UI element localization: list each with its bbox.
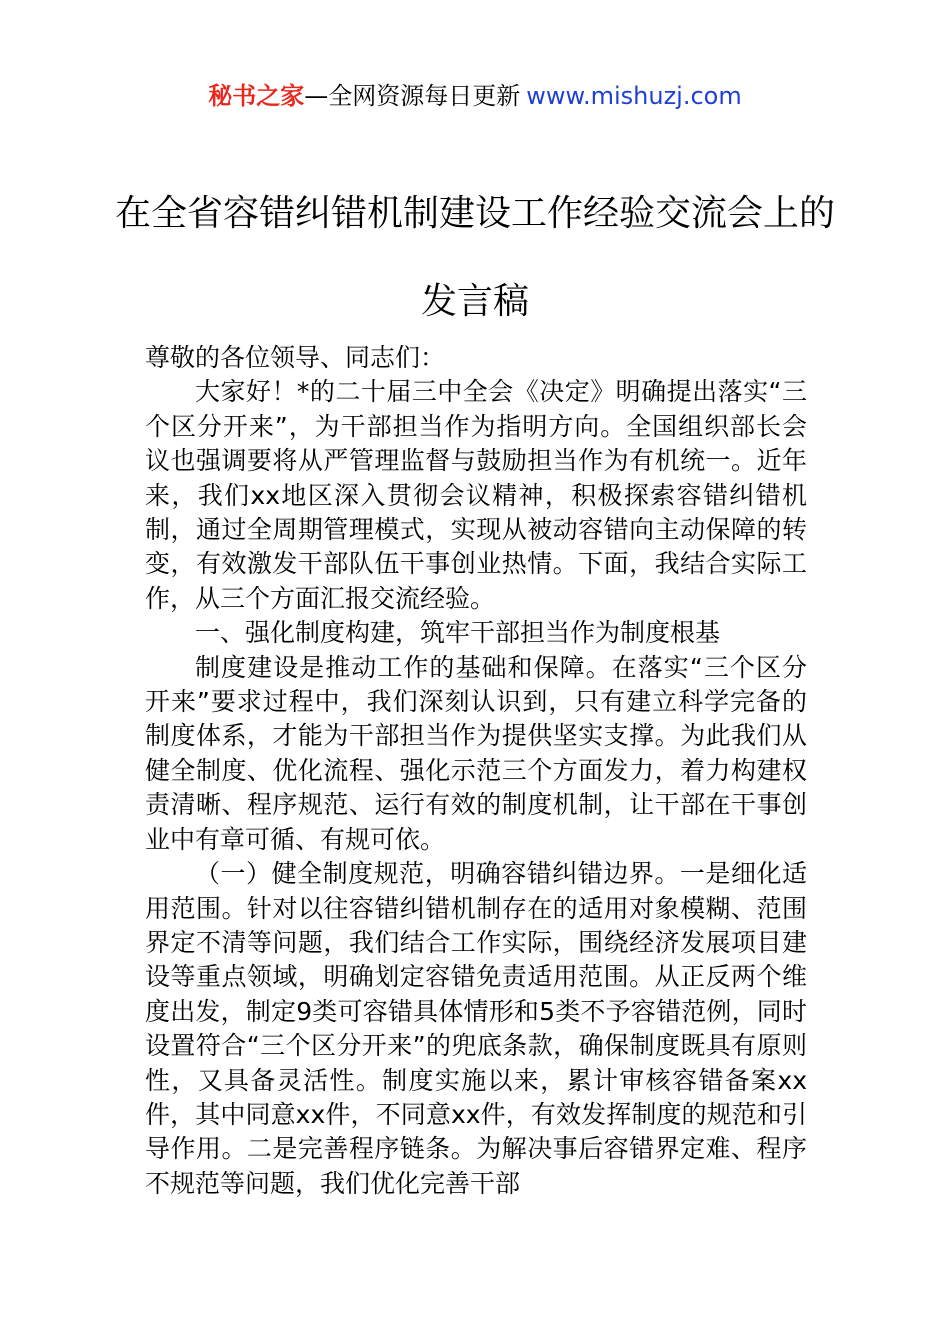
paragraph-intro: 大家好！*的二十届三中全会《决定》明确提出落实“三个区分开来”，为干部担当作为指明方向。全国组织部长会议也强调要将从严管理监督与鼓励担当作为有机统一。近年来，我们xx地区深入贯彻会议精神，积极探索容错纠错机制，通过全周期管理模式，实现从被动容错向主动保障的转变，有效激发干部队伍干事创业热情。下面，我结合实际工作，从三个方面汇报交流经验。 — [145, 377, 807, 613]
salutation: 尊敬的各位领导、同志们： — [145, 343, 446, 372]
document-title: 在全省容错纠错机制建设工作经验交流会上的发言稿 — [114, 193, 835, 322]
paragraph-section-1: 制度建设是推动工作的基础和保障。在落实“三个区分开来”要求过程中，我们深刻认识到，只有建立科学完备的制度体系，才能为干部担当作为提供坚实支撑。为此我们从健全制度、优化流程、强化示范三个方面发力，着力构建权责清晰、程序规范、运行有效的制度机制，让干部在干事创业中有章可循、有规可依。 — [145, 652, 807, 854]
paragraph-subsection-1: （一）健全制度规范，明确容错纠错边界。一是细化适用范围。针对以往容错纠错机制存在的适用对象模糊、范围界定不清等问题，我们结合工作实际，围绕经济发展项目建设等重点领域，明确划定容错免责适用范围。从正反两个维度出发，制定9类可容错具体情形和5类不予容错范例，同时设置符合“三个区分开来”的兜底条款，确保制度既具有原则性，又具备灵活性。制度实施以来，累计审核容错备案xx件，其中同意xx件，不同意xx件，有效发挥制度的规范和引导作用。二是完善程序链条。为解决事后容错界定难、程序不规范等问题，我们优化完善干部 — [145, 859, 807, 1198]
site-header — [0, 80, 950, 112]
section-heading-1: 一、强化制度构建，筑牢干部担当作为制度根基 — [195, 618, 721, 648]
site-brand: 秘书之家 — [208, 82, 305, 110]
site-tagline: —全网资源每日更新 — [304, 82, 521, 110]
site-url-link[interactable]: www.mishuzj.com — [526, 82, 742, 110]
document-body — [145, 341, 807, 1201]
